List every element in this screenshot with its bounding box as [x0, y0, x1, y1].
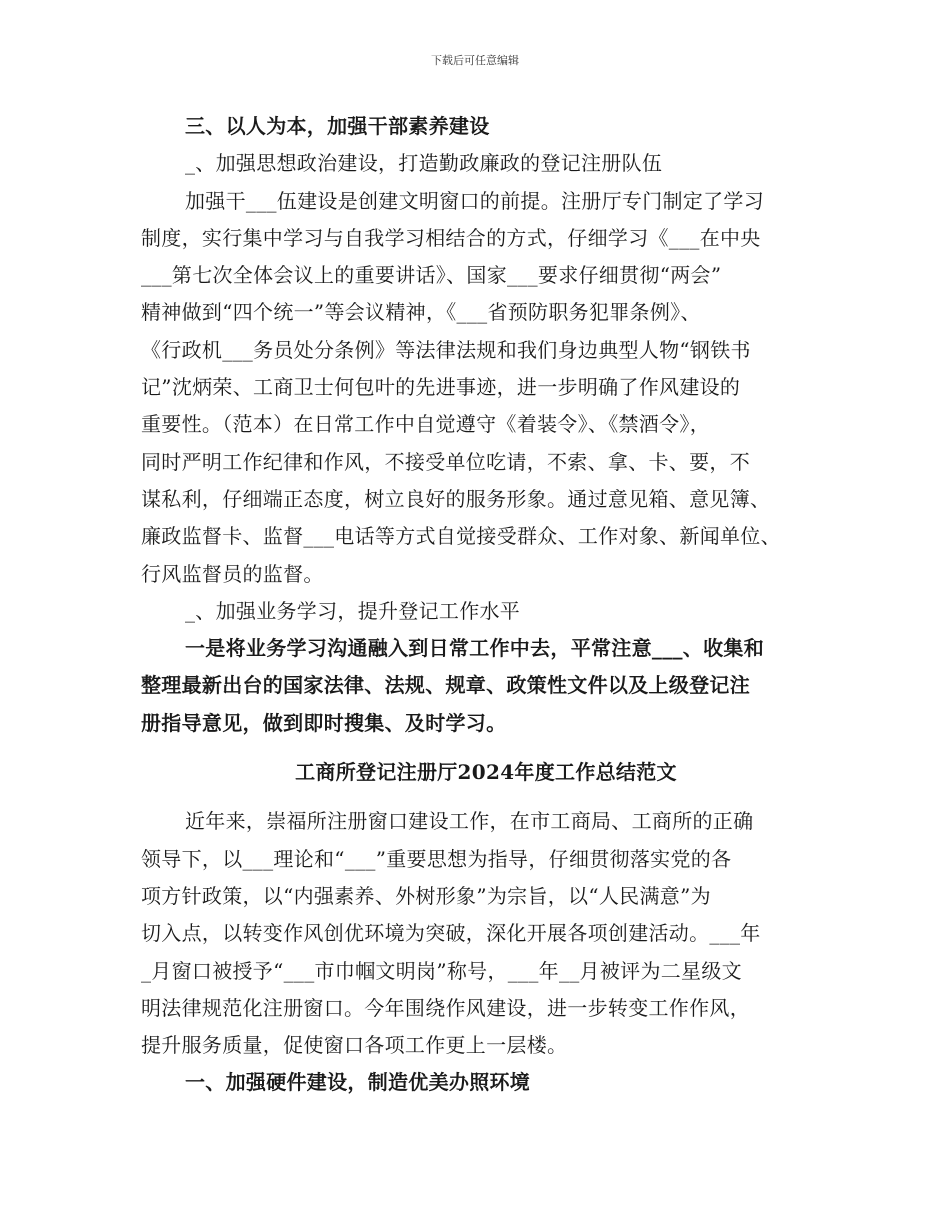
para1-line: ___第七次全体会议上的重要讲话》、国家___要求仔细贯彻“两会” — [141, 263, 722, 288]
sub2-heading: _、加强业务学习，提升登记工作水平 — [185, 598, 521, 623]
para1-line: 记”沈炳荣、工商卫士何包叶的先进事迹，进一步明确了作风建设的 — [141, 375, 741, 400]
para3-line: 领导下，以___理论和“___”重要思想为指导，仔细贯彻落实党的各 — [141, 846, 732, 871]
para2-line: 册指导意见，做到即时搜集、及时学习。 — [141, 710, 507, 735]
sub1-heading: _、加强思想政治建设，打造勤政廉政的登记注册队伍 — [185, 151, 663, 176]
para1-line: 谋私利，仔细端正态度，树立良好的服务形象。通过意见箱、意见簿、 — [141, 486, 771, 511]
para1-line: 制度，实行集中学习与自我学习相结合的方式，仔细学习《___在中央 — [141, 225, 761, 250]
para2-line: 一是将业务学习沟通融入到日常工作中去，平常注意___、收集和 — [185, 636, 764, 661]
header-note: 下载后可任意编辑 — [431, 54, 519, 67]
para3-line: 项方针政策，以“内强素养、外树形象”为宗旨，以“人民满意”为 — [141, 883, 711, 908]
para1-line: 加强干___伍建设是创建文明窗口的前提。注册厅专门制定了学习 — [185, 188, 764, 213]
para1-line: 廉政监督卡、监督___电话等方式自觉接受群众、工作对象、新闻单位、 — [141, 524, 781, 549]
para3-line: 近年来，崇福所注册窗口建设工作，在市工商局、工商所的正确 — [185, 809, 754, 834]
para3-line: 提升服务质量，促使窗口各项工作更上一层楼。 — [141, 1033, 568, 1058]
section3-heading: 三、以人为本，加强干部素养建设 — [185, 114, 490, 138]
para1-line: 重要性。（范本）在日常工作中自觉遵守《着装令》、《禁酒令》， — [141, 412, 710, 437]
para3-line: 明法律规范化注册窗口。今年围绕作风建设，进一步转变工作作风， — [141, 995, 750, 1020]
section1-heading: 一、加强硬件建设，制造优美办照环境 — [185, 1070, 531, 1095]
paragraph-2 — [141, 630, 831, 742]
para2-line: 整理最新出台的国家法律、法规、规章、政策性文件以及上级登记注 — [141, 673, 750, 698]
para1-line: 同时严明工作纪律和作风，不接受单位吃请，不索、拿、卡、要，不 — [141, 449, 750, 474]
para1-line: 精神做到“四个统一”等会议精神，《___省预防职务犯罪条例》、 — [141, 300, 701, 325]
paragraph-3 — [141, 803, 831, 1064]
para3-line: _月窗口被授予“___市巾帼文明岗”称号，___年__月被评为二星级文 — [141, 958, 742, 983]
document-title: 工商所登记注册厅2024年度工作总结范文 — [295, 760, 677, 785]
document-body — [141, 108, 831, 1102]
paragraph-1 — [141, 183, 831, 593]
para1-line: 《行政机___务员处分条例》等法律法规和我们身边典型人物“钢铁书 — [141, 337, 751, 362]
para3-line: 切入点，以转变作风创优环境为突破，深化开展各项创建活动。___年 — [141, 921, 761, 946]
para1-line: 行风监督员的监督。 — [141, 561, 324, 586]
